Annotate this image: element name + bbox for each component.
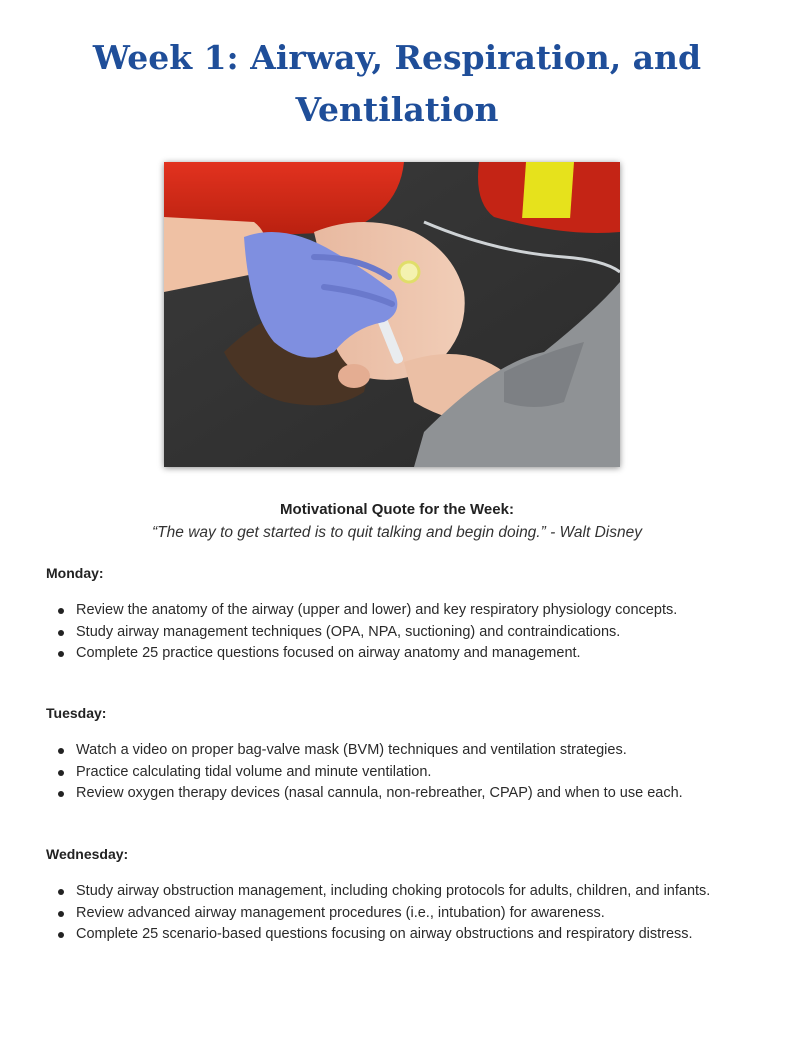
day-heading: Monday:: [46, 565, 104, 581]
bullet-icon: [58, 770, 64, 776]
day-heading: Wednesday:: [46, 846, 129, 862]
task-list: [58, 600, 738, 665]
task-text: Complete 25 scenario-based questions focusing on airway obstructions and respiratory distress.: [76, 926, 693, 942]
task-text: Review advanced airway management procedures (i.e., intubation) for awareness.: [76, 904, 605, 921]
list-item: [58, 643, 738, 665]
day-heading: Tuesday:: [46, 705, 107, 721]
day-section-tuesday: [46, 703, 746, 801]
quote-text: “The way to get started is to quit talking and begin doing.” - Walt Disney: [152, 524, 642, 541]
task-text: Study airway management techniques (OPA, NPA, suctioning) and contraindications.: [76, 623, 621, 640]
list-item: [58, 783, 738, 805]
bullet-icon: [58, 911, 64, 917]
list-item: [58, 762, 738, 784]
bullet-icon: [58, 630, 64, 636]
bullet-icon: [58, 608, 64, 614]
day-section-monday: [46, 563, 746, 661]
list-item: [58, 924, 738, 946]
list-item: [58, 600, 738, 622]
task-text: Study airway obstruction management, including choking protocols for adults, children, and infants.: [76, 883, 711, 899]
page-title: Week 1: Airway, Respiration, and Ventilation: [92, 38, 702, 129]
task-list: [58, 881, 738, 946]
day-section-wednesday: [46, 844, 746, 942]
bullet-icon: [58, 889, 64, 895]
task-text: Review the anatomy of the airway (upper and lower) and key respiratory physiology concepts.: [76, 602, 678, 618]
weekly-quote: [40, 500, 754, 544]
bullet-icon: [58, 651, 64, 657]
emt-inserting-nasal-airway-photo: [164, 162, 620, 467]
bullet-icon: [58, 748, 64, 754]
task-text: Review oxygen therapy devices (nasal cannula, non-rebreather, CPAP) and when to use each.: [76, 785, 683, 801]
list-item: [58, 903, 738, 925]
task-text: Complete 25 practice questions focused on airway anatomy and management.: [76, 645, 581, 661]
list-item: [58, 622, 738, 644]
task-list: [58, 740, 738, 805]
task-text: Practice calculating tidal volume and minute ventilation.: [76, 763, 432, 780]
list-item: [58, 740, 738, 762]
quote-heading: Motivational Quote for the Week:: [280, 501, 514, 518]
bullet-icon: [58, 932, 64, 938]
bullet-icon: [58, 791, 64, 797]
list-item: [58, 881, 738, 903]
task-text: Watch a video on proper bag-valve mask (BVM) techniques and ventilation strategies.: [76, 742, 627, 758]
